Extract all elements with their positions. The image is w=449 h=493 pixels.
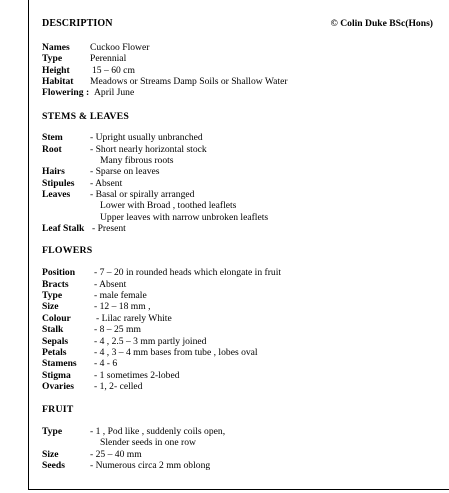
leaves-label: Leaves [42, 189, 71, 200]
stigma-label: Stigma [42, 370, 71, 381]
names-label: Names [42, 42, 70, 53]
stipules-label: Stipules [42, 178, 75, 189]
stalk-label: Stalk [42, 324, 64, 335]
names-value: Cuckoo Flower [90, 42, 150, 53]
sepals-value: - 4 , 2.5 – 3 mm partly joined [94, 336, 207, 347]
fruit-size-label: Size [42, 449, 59, 460]
hairs-label: Hairs [42, 166, 65, 177]
stamens-value: - 4 - 6 [94, 358, 118, 369]
stems-leaves-heading: STEMS & LEAVES [42, 111, 130, 122]
flower-type-label: Type [42, 290, 63, 301]
page-border-bottom [28, 489, 449, 490]
height-label: Height [42, 65, 70, 76]
leaf-stalk-value: - Present [92, 223, 126, 234]
flowering-label: Flowering : [42, 87, 90, 98]
hairs-value: - Sparse on leaves [90, 166, 160, 177]
fruit-type-value: - 1 , Pod like , suddenly coils open, [90, 426, 226, 437]
bracts-label: Bracts [42, 279, 69, 290]
bracts-value: - Absent [94, 279, 127, 290]
habitat-label: Habitat [42, 76, 74, 87]
sepals-label: Sepals [42, 336, 69, 347]
flower-size-label: Size [42, 301, 59, 312]
type-label: Type [42, 53, 63, 64]
stalk-value: - 8 – 25 mm [94, 324, 141, 335]
petals-value: - 4 , 3 – 4 mm bases from tube , lobes oval [94, 347, 258, 358]
position-label: Position [42, 267, 76, 278]
fruit-heading: FRUIT [42, 404, 74, 415]
root-value: - Short nearly horizontal stock [90, 144, 207, 155]
page-border-left [28, 0, 29, 489]
colour-value: - Lilac rarely White [96, 313, 172, 324]
stem-value: - Upright usually unbranched [90, 132, 203, 143]
author-credit: © Colin Duke BSc(Hons) [330, 18, 433, 29]
seeds-value: - Numerous circa 2 mm oblong [90, 460, 211, 471]
position-value: - 7 – 20 in rounded heads which elongate in fruit [94, 267, 282, 278]
stamens-label: Stamens [42, 358, 77, 369]
ovaries-value: - 1, 2- celled [94, 381, 143, 392]
colour-label: Colour [42, 313, 71, 324]
ovaries-label: Ovaries [42, 381, 74, 392]
flower-type-value: - male female [94, 290, 147, 301]
fruit-size-value: - 25 – 40 mm [90, 449, 142, 460]
type-value: Perennial [90, 53, 127, 64]
leaves-value: - Basal or spirally arranged [90, 189, 195, 200]
flower-size-value: - 12 – 18 mm , [94, 301, 151, 312]
fruit-type-value-2: Slender seeds in one row [100, 437, 196, 448]
seeds-label: Seeds [42, 460, 65, 471]
leaves-value-2: Lower with Broad , toothed leaflets [100, 200, 237, 211]
stipules-value: - Absent [90, 178, 123, 189]
root-value-2: Many fibrous roots [100, 155, 174, 166]
stigma-value: - 1 sometimes 2-lobed [94, 370, 180, 381]
flowering-value: April June [94, 87, 135, 98]
petals-label: Petals [42, 347, 67, 358]
leaf-stalk-label: Leaf Stalk [42, 223, 85, 234]
stem-label: Stem [42, 132, 63, 143]
flowers-heading: FLOWERS [42, 245, 93, 256]
root-label: Root [42, 144, 62, 155]
fruit-type-label: Type [42, 426, 63, 437]
description-heading: DESCRIPTION [42, 18, 113, 29]
height-value: 15 – 60 cm [92, 65, 135, 76]
habitat-value: Meadows or Streams Damp Soils or Shallow Water [90, 76, 288, 87]
leaves-value-3: Upper leaves with narrow unbroken leaflets [100, 212, 269, 223]
